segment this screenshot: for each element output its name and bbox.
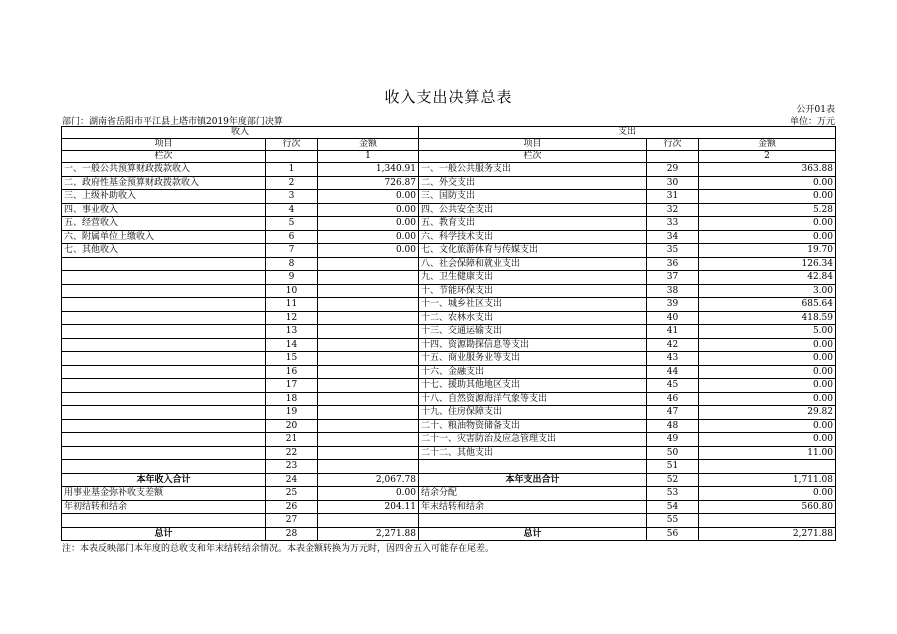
expense-item-cell: 二、外交支出 [419,176,647,190]
expense-line-cell: 42 [647,338,699,352]
expense-line-cell: 29 [647,163,699,177]
income-amount-cell [318,379,419,393]
expense-line-cell: 55 [647,514,699,528]
income-item-header: 项目 [62,139,266,151]
footnote: 注：本表反映部门本年度的总收支和年末结转结余情况。本表金额转换为万元时，因四舍五入可能存在尾差。 [62,544,495,554]
expense-line-cell: 33 [647,217,699,231]
table-row [62,460,836,474]
table-row [62,433,836,447]
income-amount-cell: 2,271.88 [318,527,419,541]
expense-item-cell: 十九、住房保障支出 [419,406,647,420]
income-amount-cell: 204.11 [318,500,419,514]
income-amount-header: 金额 [318,139,419,151]
expense-item-cell: 十三、交通运输支出 [419,325,647,339]
income-item-cell [62,352,266,366]
income-line-cell: 14 [266,338,318,352]
table-row [62,203,836,217]
expense-line-cell: 32 [647,203,699,217]
table-row [62,244,836,258]
table-row [62,379,836,393]
expense-item-cell: 二十、粮油物资储备支出 [419,419,647,433]
expense-item-cell: 二十一、灾害防治及应急管理支出 [419,433,647,447]
income-amount-cell [318,406,419,420]
income-amount-cell: 0.00 [318,487,419,501]
income-amount-cell [318,365,419,379]
income-amount-cell [318,514,419,528]
income-item-cell [62,271,266,285]
expense-item-cell: 十八、自然资源海洋气象等支出 [419,392,647,406]
income-item-cell [62,379,266,393]
income-amount-cell [318,257,419,271]
income-amount-cell: 0.00 [318,203,419,217]
income-line-cell: 23 [266,460,318,474]
expense-amount-cell: 0.00 [699,433,836,447]
income-amount-cell [318,433,419,447]
income-item-cell: 二、政府性基金预算财政拨款收入 [62,176,266,190]
expense-amount-header: 金额 [699,139,836,151]
expense-amount-cell: 0.00 [699,392,836,406]
expense-item-cell: 七、文化旅游体育与传媒支出 [419,244,647,258]
expense-item-cell: 八、社会保障和就业支出 [419,257,647,271]
income-amount-cell [318,325,419,339]
income-line-cell: 20 [266,419,318,433]
expense-amount-cell: 0.00 [699,230,836,244]
expense-item-cell: 十四、资源勘探信息等支出 [419,338,647,352]
expense-amount-cell: 2,271.88 [699,527,836,541]
expense-item-cell: 一、一般公共服务支出 [419,163,647,177]
expense-amount-cell: 0.00 [699,190,836,204]
table-row [62,365,836,379]
table-row [62,325,836,339]
expense-item-cell: 十五、商业服务业等支出 [419,352,647,366]
income-line-cell: 15 [266,352,318,366]
table-row [62,487,836,501]
expense-amount-cell: 0.00 [699,217,836,231]
table-row [62,257,836,271]
income-item-cell [62,325,266,339]
table-row [62,176,836,190]
income-item-cell: 本年收入合计 [62,473,266,487]
income-item-cell [62,446,266,460]
expense-line-cell: 38 [647,284,699,298]
income-column-number: 1 [318,151,419,163]
table-row [62,446,836,460]
expense-line-cell: 37 [647,271,699,285]
income-item-cell [62,311,266,325]
page-title: 收入支出决算总表 [384,88,513,106]
expense-section-header: 支出 [419,127,836,139]
expense-amount-cell: 1,711.08 [699,473,836,487]
table-row [62,163,836,177]
income-line-cell: 1 [266,163,318,177]
income-section-header: 收入 [62,127,419,139]
expense-amount-cell: 418.59 [699,311,836,325]
expense-amount-cell: 3.00 [699,284,836,298]
expense-line-cell: 47 [647,406,699,420]
income-line-cell: 17 [266,379,318,393]
expense-line-cell: 52 [647,473,699,487]
expense-item-cell: 总计 [419,527,647,541]
income-amount-cell: 726.87 [318,176,419,190]
income-item-cell: 四、事业收入 [62,203,266,217]
expense-amount-cell: 42.84 [699,271,836,285]
expense-item-cell: 本年支出合计 [419,473,647,487]
expense-line-cell: 30 [647,176,699,190]
income-amount-cell [318,446,419,460]
income-item-cell: 一、一般公共预算财政拨款收入 [62,163,266,177]
expense-amount-cell: 0.00 [699,365,836,379]
income-line-cell: 8 [266,257,318,271]
income-item-cell [62,419,266,433]
expense-line-cell: 50 [647,446,699,460]
income-line-cell: 18 [266,392,318,406]
expense-amount-cell: 11.00 [699,446,836,460]
expense-line-cell: 54 [647,500,699,514]
expense-line-cell: 53 [647,487,699,501]
expense-amount-cell: 29.82 [699,406,836,420]
expense-line-cell: 40 [647,311,699,325]
income-amount-cell: 2,067.78 [318,473,419,487]
expense-item-cell: 结余分配 [419,487,647,501]
expense-amount-cell: 126.34 [699,257,836,271]
expense-line-cell: 35 [647,244,699,258]
expense-line-cell: 56 [647,527,699,541]
income-amount-cell [318,392,419,406]
income-line-cell: 5 [266,217,318,231]
expense-amount-cell: 19.70 [699,244,836,258]
income-item-cell [62,257,266,271]
income-line-cell: 26 [266,500,318,514]
income-line-cell: 22 [266,446,318,460]
expense-item-cell: 十二、农林水支出 [419,311,647,325]
income-line-cell: 16 [266,365,318,379]
table-row [62,338,836,352]
expense-item-cell: 二十二、其他支出 [419,446,647,460]
income-column-label: 栏次 [62,151,266,163]
expense-line-cell: 34 [647,230,699,244]
income-amount-cell [318,419,419,433]
expense-line-header: 行次 [647,139,699,151]
income-item-cell: 总计 [62,527,266,541]
table-row [62,271,836,285]
income-line-cell: 11 [266,298,318,312]
income-item-cell [62,514,266,528]
expense-item-cell: 九、卫生健康支出 [419,271,647,285]
income-item-cell [62,338,266,352]
income-item-cell [62,460,266,474]
expense-amount-cell: 0.00 [699,419,836,433]
income-line-cell: 6 [266,230,318,244]
table-row [62,527,836,541]
expense-amount-cell: 0.00 [699,176,836,190]
empty-cell [266,151,318,163]
expense-item-cell: 三、国防支出 [419,190,647,204]
table-row [62,392,836,406]
department-label: 部门：湖南省岳阳市平江县上塔市镇2019年度部门决算 [62,117,283,127]
expense-line-cell: 49 [647,433,699,447]
expense-line-cell: 43 [647,352,699,366]
income-line-cell: 2 [266,176,318,190]
expense-amount-cell: 560.80 [699,500,836,514]
column-number-row [62,151,836,163]
column-header-row [62,139,836,151]
expense-amount-cell: 5.00 [699,325,836,339]
expense-item-cell [419,460,647,474]
income-line-cell: 28 [266,527,318,541]
expense-line-cell: 45 [647,379,699,393]
expense-item-header: 项目 [419,139,647,151]
income-item-cell: 七、其他收入 [62,244,266,258]
expense-line-cell: 36 [647,257,699,271]
expense-amount-cell [699,514,836,528]
expense-amount-cell: 5.28 [699,203,836,217]
income-line-cell: 27 [266,514,318,528]
income-item-cell [62,392,266,406]
table-number: 公开01表 [796,105,835,115]
section-header-row [62,127,836,139]
empty-cell [647,151,699,163]
income-line-cell: 4 [266,203,318,217]
expense-line-cell: 31 [647,190,699,204]
expense-item-cell: 十、节能环保支出 [419,284,647,298]
expense-item-cell: 年末结转和结余 [419,500,647,514]
expense-amount-cell [699,460,836,474]
expense-line-cell: 48 [647,419,699,433]
expense-item-cell: 六、科学技术支出 [419,230,647,244]
income-line-header: 行次 [266,139,318,151]
income-item-cell: 年初结转和结余 [62,500,266,514]
table-row [62,473,836,487]
income-item-cell [62,298,266,312]
income-line-cell: 7 [266,244,318,258]
expense-line-cell: 46 [647,392,699,406]
table-row [62,190,836,204]
income-item-cell: 六、附属单位上缴收入 [62,230,266,244]
income-line-cell: 12 [266,311,318,325]
table-row [62,500,836,514]
expense-amount-cell: 0.00 [699,487,836,501]
table-row [62,230,836,244]
expense-amount-cell: 0.00 [699,338,836,352]
expense-amount-cell: 0.00 [699,379,836,393]
expense-column-label: 栏次 [419,151,647,163]
expense-line-cell: 51 [647,460,699,474]
expense-item-cell: 四、公共安全支出 [419,203,647,217]
income-line-cell: 9 [266,271,318,285]
income-item-cell: 用事业基金弥补收支差额 [62,487,266,501]
expense-item-cell: 五、教育支出 [419,217,647,231]
expense-amount-cell: 0.00 [699,352,836,366]
income-line-cell: 21 [266,433,318,447]
income-item-cell [62,406,266,420]
expense-item-cell: 十六、金融支出 [419,365,647,379]
table-row [62,311,836,325]
income-amount-cell [318,284,419,298]
table-row [62,217,836,231]
income-amount-cell [318,311,419,325]
income-amount-cell: 1,340.91 [318,163,419,177]
expense-line-cell: 41 [647,325,699,339]
income-expense-table [61,126,836,541]
expense-item-cell [419,514,647,528]
income-amount-cell [318,352,419,366]
income-amount-cell [318,271,419,285]
expense-amount-cell: 363.88 [699,163,836,177]
income-amount-cell [318,460,419,474]
table-row [62,352,836,366]
income-line-cell: 24 [266,473,318,487]
table-row [62,419,836,433]
income-amount-cell [318,338,419,352]
income-amount-cell: 0.00 [318,230,419,244]
expense-item-cell: 十七、援助其他地区支出 [419,379,647,393]
income-line-cell: 19 [266,406,318,420]
table-row [62,298,836,312]
unit-label: 单位：万元 [789,117,835,127]
table-row [62,284,836,298]
income-item-cell [62,284,266,298]
expense-column-number: 2 [699,151,836,163]
income-line-cell: 25 [266,487,318,501]
income-amount-cell: 0.00 [318,217,419,231]
income-amount-cell: 0.00 [318,244,419,258]
table-row [62,514,836,528]
income-item-cell [62,365,266,379]
table-row [62,406,836,420]
income-item-cell: 三、上级补助收入 [62,190,266,204]
expense-amount-cell: 685.64 [699,298,836,312]
income-line-cell: 13 [266,325,318,339]
expense-item-cell: 十一、城乡社区支出 [419,298,647,312]
expense-line-cell: 39 [647,298,699,312]
income-item-cell [62,433,266,447]
income-item-cell: 五、经营收入 [62,217,266,231]
expense-line-cell: 44 [647,365,699,379]
income-line-cell: 10 [266,284,318,298]
income-amount-cell [318,298,419,312]
income-amount-cell: 0.00 [318,190,419,204]
income-line-cell: 3 [266,190,318,204]
